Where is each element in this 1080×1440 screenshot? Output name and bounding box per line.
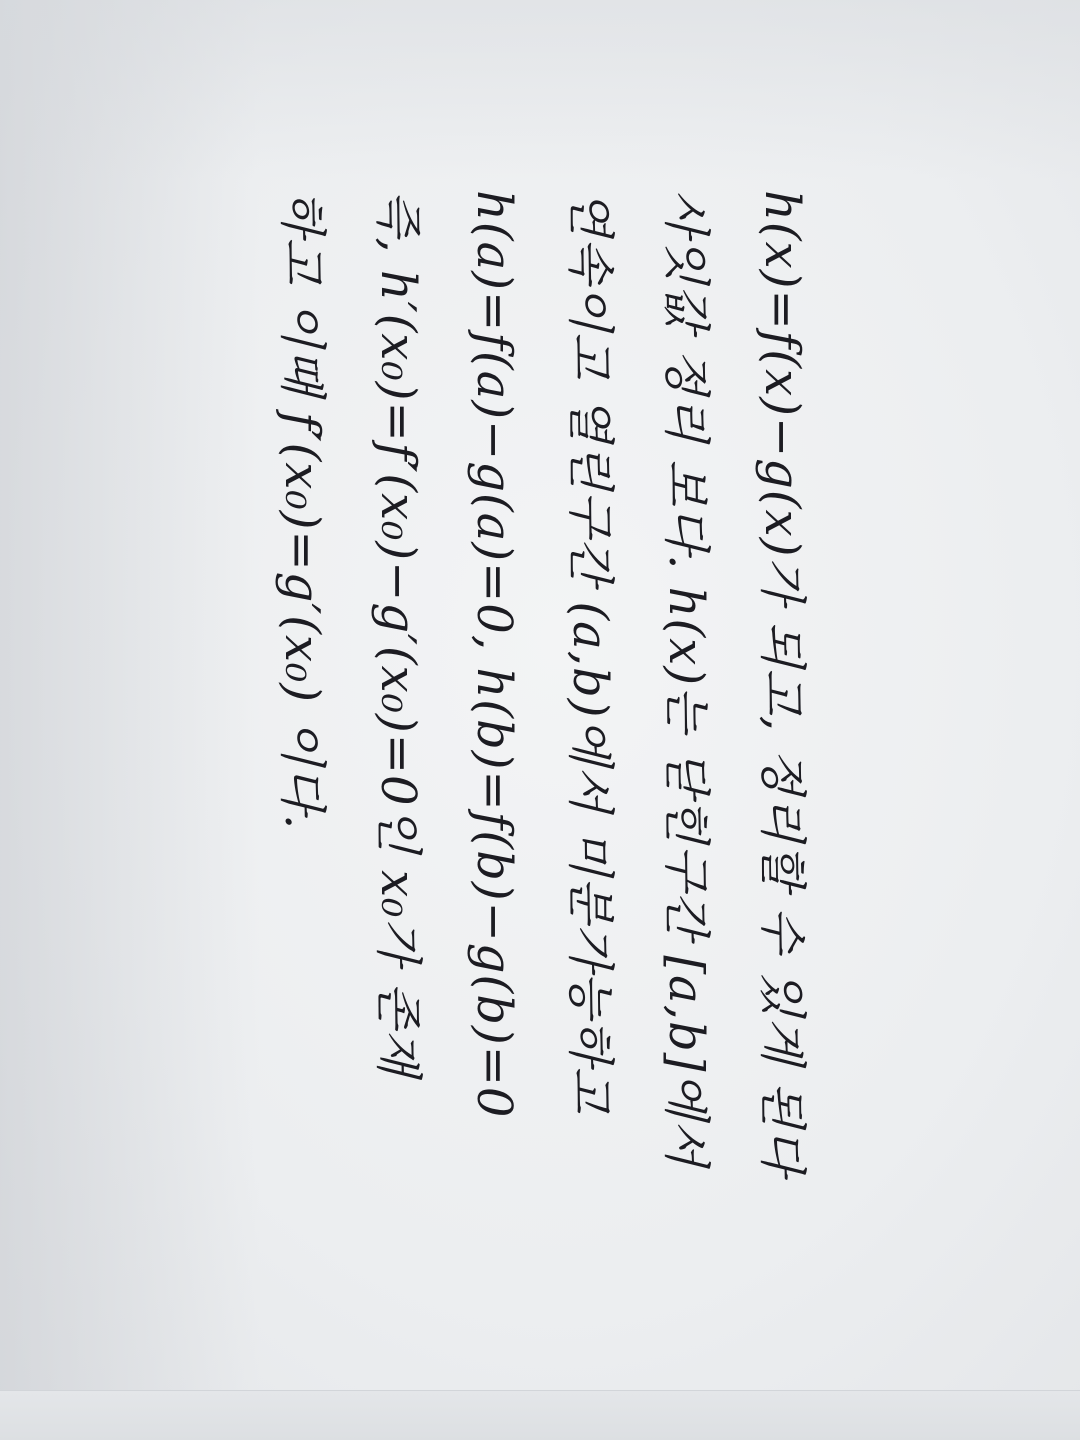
- note-line-3: 연속이고 열린구간 (a,b)에서 미분가능하고: [562, 190, 618, 1114]
- note-line-5: 즉, h′(x₀)=f′(x₀)−g′(x₀)=0인 x₀가 존재: [370, 190, 426, 1077]
- note-line-2: 사잇값 정리 보다. h(x)는 닫힌구간 [a,b]에서: [658, 190, 714, 1168]
- shadow-top: [0, 0, 1080, 180]
- shadow-left: [0, 0, 260, 1440]
- handwritten-note: [250, 190, 830, 1190]
- note-line-6: 하고 이때 f′(x₀)=g′(x₀) 이다.: [274, 190, 330, 831]
- paper-edge: [0, 1390, 1080, 1440]
- note-line-4: h(a)=f(a)−g(a)=0, h(b)=f(b)−g(b)=0: [466, 190, 522, 1119]
- note-line-1: h(x)=f(x)−g(x)가 되고, 정리할 수 있게 된다: [754, 190, 810, 1177]
